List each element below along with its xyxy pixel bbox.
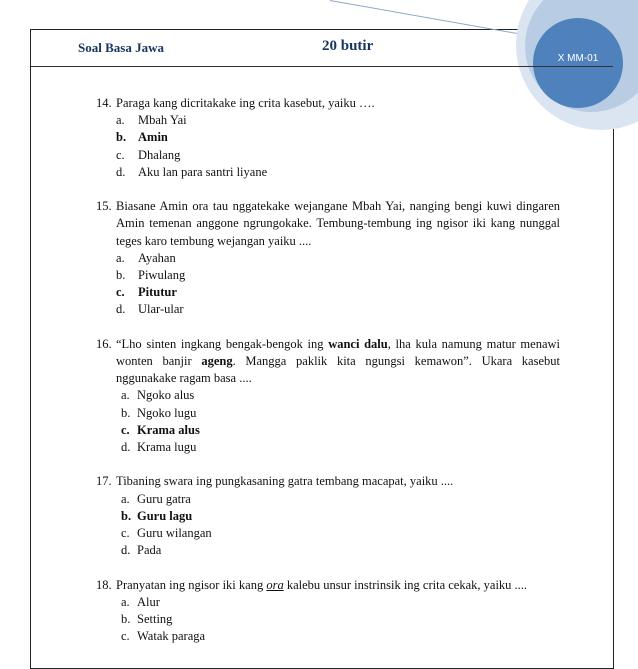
bold-phrase: wanci dalu [328, 336, 388, 351]
question-stem: Paraga kang dicritakake ing crita kasebut, yaiku …. [116, 96, 375, 110]
option-a: a. Ayahan [116, 250, 176, 265]
question-stem: “Lho sinten ingkang bengak-bengok ing wanci dalu, lha kula namung matur menawi wonten banjir ageng. Mangga paklik kita ngungsi kemawon”. Ukara kasebut nggunakake ragam basa .... [116, 336, 560, 386]
option-c: c. Watak paraga [121, 629, 206, 644]
option-c-correct: c. Krama alus [121, 422, 200, 437]
question-17 [96, 473, 560, 559]
question-15 [96, 198, 560, 318]
header-divider [31, 66, 613, 67]
question-18 [96, 577, 560, 646]
question-number: 17. [96, 474, 112, 489]
option-c: c. Guru wilangan [121, 526, 212, 541]
option-a: a. Guru gatra [121, 491, 191, 506]
question-list [96, 95, 560, 663]
option-d: d. Pada [121, 543, 162, 558]
question-number: 15. [96, 199, 112, 214]
option-a: a. Alur [121, 594, 160, 609]
option-b-correct: b. Guru lagu [121, 508, 193, 523]
option-b: b. Piwulang [116, 268, 186, 283]
question-number: 14. [96, 96, 112, 110]
question-stem: Biasane Amin ora tau nggatekake wejangane Mbah Yai, nanging bengi kuwi dingaren Amin temenan anggone ngrungokake. Tembung-tembung ing ngisor iki kang nunggal teges karo tembung wejangan yaiku .... [116, 199, 560, 248]
question-stem: Tibaning swara ing pungkasaning gatra tembang macapat, yaiku .... [116, 474, 454, 489]
bold-phrase: ageng [201, 354, 233, 369]
question-stem: Pranyatan ing ngisor iki kang ora kalebu unsur instrinsik ing crita cekak, yaiku .... [116, 577, 528, 592]
option-b: b. Setting [121, 612, 173, 627]
question-14 [96, 95, 560, 181]
option-d: d. Ular-ular [116, 302, 184, 317]
option-a: a. Mbah Yai [116, 113, 187, 128]
subject-title: Soal Basa Jawa [78, 40, 164, 55]
question-count: 20 butir [322, 38, 374, 54]
option-b: b. Ngoko lugu [121, 405, 197, 420]
class-label: X MM-01 [557, 53, 599, 64]
question-16 [96, 336, 560, 456]
option-c: c. Dhalang [116, 147, 181, 162]
option-d: d. Krama lugu [121, 440, 197, 455]
option-d: d. Aku lan para santri liyane [116, 164, 268, 179]
option-b-correct: b. Amin [116, 130, 168, 145]
question-number: 16. [96, 336, 112, 351]
question-number: 18. [96, 577, 112, 592]
underlined-word: ora [266, 577, 284, 592]
option-a: a. Ngoko alus [121, 388, 195, 403]
option-c-correct: c. Pitutur [116, 285, 177, 300]
